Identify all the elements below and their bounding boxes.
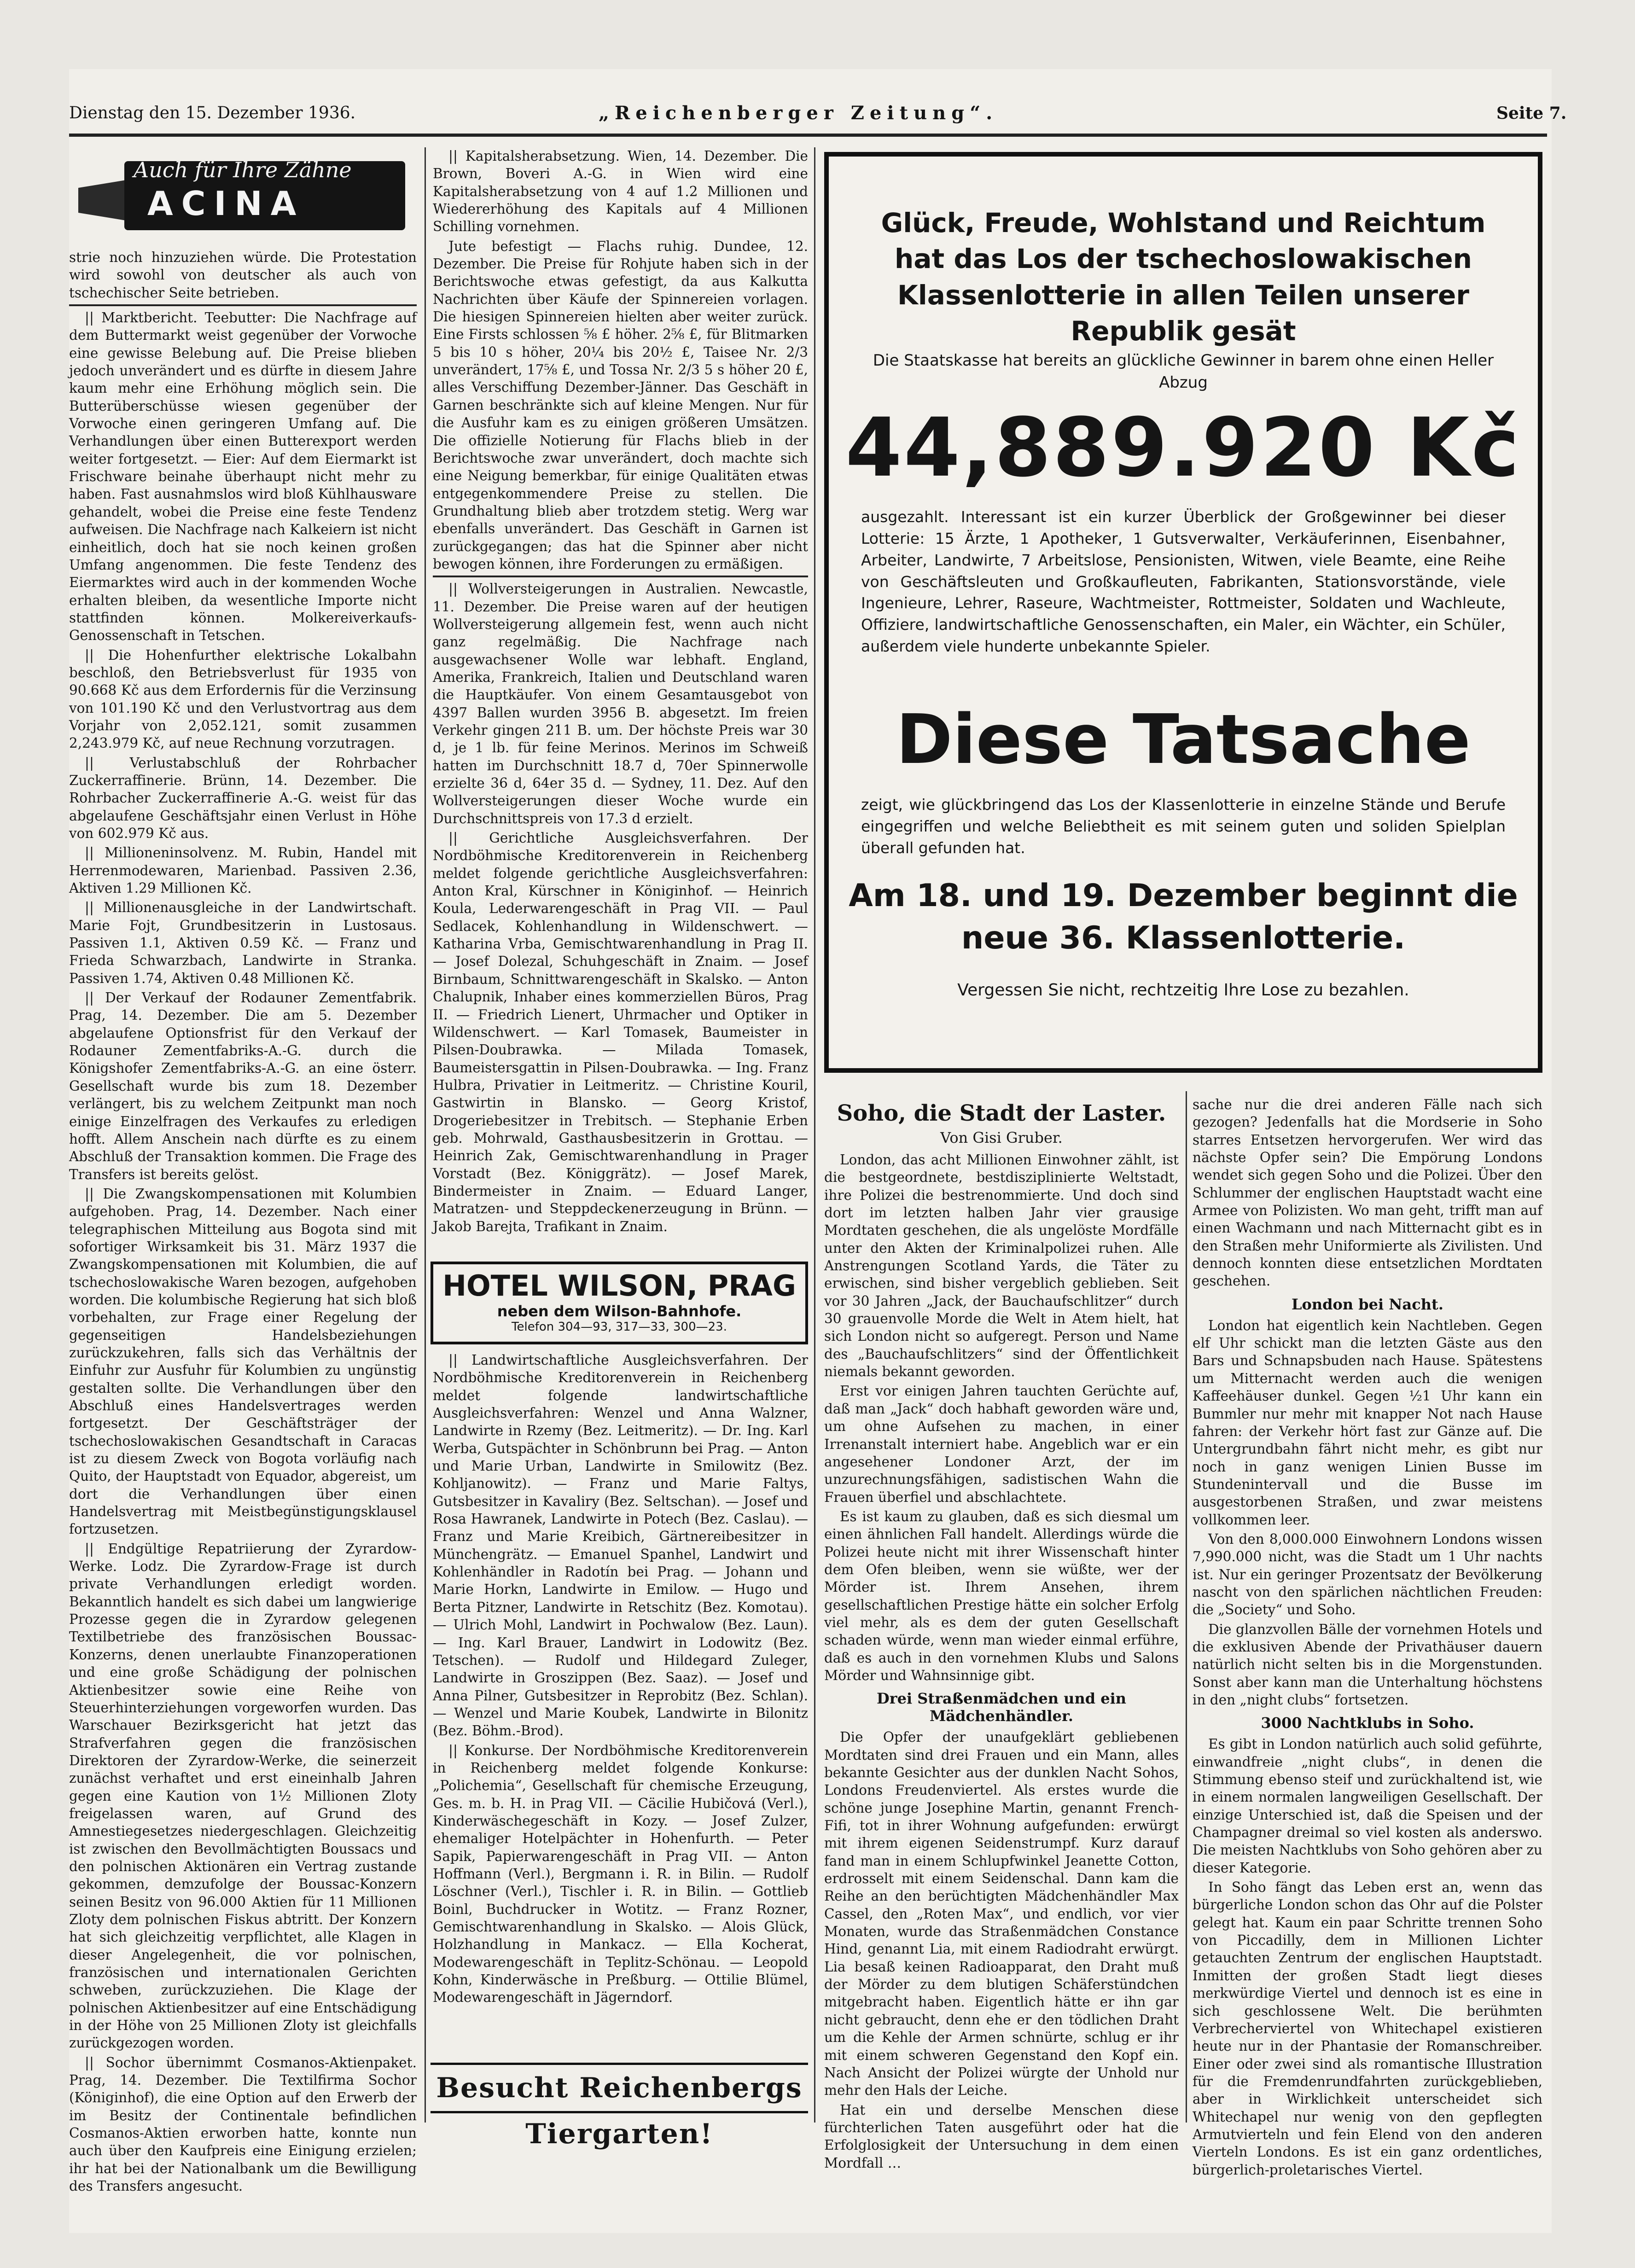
column-1 <box>69 249 417 2194</box>
lottery-subline: Die Staatskasse hat bereits an glückliche Gewinner in barem ohne einen Heller Abzug <box>873 351 1494 392</box>
article-paragraph: Die glanzvollen Bälle der vornehmen Hotels und die exklusiven Abende der Privathäuser dauern natürlich nicht selten bis in die Morgenstunden. Sonst aber kann man die Unterhaltung höchstens in den „night clubs“ fortsetzen. <box>1193 1621 1542 1708</box>
header-date: Dienstag den 15. Dezember 1936. <box>69 104 356 122</box>
article-paragraph: Hat ein und derselbe Menschen diese fürchterlichen Taten ausgeführt oder hat die Erfolglosigkeit der Untersuchung in dem einen Mordfall … <box>824 2102 1179 2171</box>
lottery-body: ausgezahlt. Interessant ist ein kurzer Überblick der Großgewinner bei dieser Lotterie: 15 Ärzte, 1 Apotheker, 1 Gutsverwalter, Verkäuferinnen, Eisenbahner, Arbeiter, Landwirte, 7 Arbeitslose, Pensionisten, Witwen, viele Beamte, eine Reihe von Geschäftsleuten und Großkaufleuten, Fabrikanten, Stationsvorstände, viele Ingenieure, Lehrer, Raseure, Wachtmeister, Rottmeister, Soldaten und Wachleute, Offiziere, landwirtschaftliche Genossenschaften, ein Maler, ein Wächter, ein Schüler, außerdem viele hunderte unbekannte Spieler. <box>861 508 1506 656</box>
soho-column-3 <box>824 1096 1179 2171</box>
article-paragraph: strie noch hinzuziehen würde. Die Protestation wird sowohl von deutscher als auch von tschechischer Seite betrieben. <box>69 250 417 301</box>
soho-subheading: London bei Nacht. <box>1292 1295 1443 1313</box>
article-paragraph: || Die Zwangskompensationen mit Kolumbien aufgehoben. Prag, 14. Dezember. Nach einer telegraphischen Mitteilung aus Bogota sind mit sofortiger Wirksamkeit bis 31. März 1937 die Zwangskompensationen mit Kolumbien, die auf tschechoslowakische Waren bezogen, aufgehoben worden. Die kolumbische Regierung hat sich bloß vorbehalten, zur Frage einer Regelung der gegenseitigen Handelsbeziehungen zurückzukehren, falls sich das Verhältnis der Einfuhr zur Ausfuhr für Kolumbien zu ungünstig gestalten sollte. Die Verhandlungen über den Abschluß eines Handelsvertrages werden fortgesetzt. Der Geschäftsträger der tschechoslowakischen Gesandtschaft in Caracas ist zu diesem Zweck von Bogota vorläufig nach Quito, der Hauptstadt von Equador, abgereist, um dort die Verhandlungen über einen Handelsvertrag mit Meistbegünstigungsklausel fortzusetzen. <box>69 1186 417 1537</box>
lottery-footer: Vergessen Sie nicht, rechtzeitig Ihre Lose zu bezahlen. <box>957 981 1409 1000</box>
article-paragraph: || Marktbericht. Teebutter: Die Nachfrage auf dem Buttermarkt weist gegenüber der Vorwoche eine gewisse Belebung auf. Die Preise blieben jedoch unverändert und es dürfte in diesem Jahre kaum mehr eine Erhöhung möglich sein. Die Butterüberschüsse wiesen gegenüber der Vorwoche einen geringeren Umfang auf. Die Verhandlungen über einen Butterexport werden weiter fortgesetzt. — Eier: Auf dem Eiermarkt ist Frischware beinahe überhaupt nicht mehr zu haben. Fast ausnahmslos wird bloß Kühlhausware gehandelt, wobei die Preise eine feste Tendenz aufweisen. Die Nachfrage nach Kalkeiern ist nicht einheitlich, doch hat sie noch keinen großen Umfang angenommen. Die feste Tendenz des Eiermarktes wird auch in der kommenden Woche erhalten bleiben, da wesentliche Importe nicht stattfinden können. Molkereiverkaufs-Genossenschaft in Tetschen. <box>69 310 417 644</box>
article-paragraph: London hat eigentlich kein Nachtleben. Gegen elf Uhr schickt man die letzten Gäste aus den Bars und Schnapsbuden nach Hause. Spätestens um Mitternacht werden auch die wenigen Kaffeehäuser dunkel. Gegen ½1 Uhr kann ein Bummler nur mehr mit knapper Not nach Hause fahren: der Verkehr hört fast zur Gänze auf. Die Untergrundbahn fährt nicht mehr, es gibt nur noch in ganz wenigen Linien Busse im Stundenintervall und die Busse im ausgestorbenen Straßen, und zwar meistens vollkommen leer. <box>1193 1317 1542 1528</box>
hotel-telephone: Telefon 304—93, 317—33, 300—23. <box>512 1320 727 1334</box>
lottery-headline: Glück, Freude, Wohlstand und Reichtum hat das Los der tschechoslowakischen Klassenlotterie in allen Teilen unserer Republik gesät <box>881 207 1486 347</box>
lottery-amount: 44,889.920 Kč <box>845 401 1521 495</box>
article-paragraph: Von den 8,000.000 Einwohnern Londons wissen 7,990.000 nicht, was die Stadt um 1 Uhr nachts ist. Nur ein geringer Prozentsatz der Bevölkerung nascht von den spärlichen nächtlichen Freuden: die „Society“ und Soho. <box>1193 1531 1542 1618</box>
article-paragraph: || Kapitalsherabsetzung. Wien, 14. Dezember. Die Brown, Boveri A.-G. in Wien wird eine Kapitalsherabsetzung von 4 auf 1.2 Millionen und Wiedererhöhung des Kapitals auf 4 Millionen Schilling vornehmen. <box>433 148 808 235</box>
article-paragraph: || Verlustabschluß der Rohrbacher Zuckerraffinerie. Brünn, 14. Dezember. Die Rohrbacher Zuckerraffinerie A.-G. weist für das abgelaufene Geschäftsjahr einen Verlust in Höhe von 602.979 Kč aus. <box>69 755 417 841</box>
article-divider <box>433 576 808 577</box>
lottery-big-headline: Diese Tatsache <box>896 700 1471 779</box>
lottery-advertisement <box>824 152 1542 1073</box>
article-paragraph: || Landwirtschaftliche Ausgleichsverfahren. Der Nordböhmische Kreditorenverein in Reichenberg meldet folgende landwirtschaftliche Ausgleichsverfahren: Wenzel und Anna Walzner, Landwirte in Rzemy (Bez. Leitmeritz). — Dr. Ing. Karl Werba, Gutspächter in Schönbrunn bei Prag. — Anton und Marie Urban, Landwirte in Smilowitz (Bez. Kohljanowitz). — Franz und Marie Faltys, Gutsbesitzer in Kavaliry (Bez. Seltschan). — Josef und Rosa Hawranek, Landwirte in Potech (Bez. Caslau). — Franz und Marie Kreibich, Gärtnereibesitzer in Münchengrätz. — Emanuel Spanhel, Landwirt und Kohlenhändler in Radotín bei Prag. — Johann und Marie Horkn, Landwirte in Emilow. — Hugo und Berta Pitzner, Landwirte in Retschitz (Bez. Komotau). — Ulrich Mohl, Landwirt in Pochwalow (Bez. Laun). — Ing. Karl Brauer, Landwirt in Lodowitz (Bez. Tetschen). — Rudolf und Hildegard Zuleger, Landwirte in Groszippen (Bez. Saaz). — Josef und Anna Pilner, Gutsbesitzer in Reprobitz (Bez. Schlan). — Wenzel und Marie Koubek, Landwirte in Bilonitz (Bez. Böhm.-Brod). <box>433 1352 808 1739</box>
article-paragraph: Die Opfer der unaufgeklärt gebliebenen Mordtaten sind drei Frauen und ein Mann, alles bekannte Gesichter aus der dunklen Nacht Sohos, Londons Freudenviertel. Als erstes wurde die schöne junge Josephine Martin, genannt French-Fifi, tot in ihrer Wohnung aufgefunden: erwürgt mit ihrem eigenen Seidenstrumpf. Kurz darauf fand man in einem Schlupfwinkel Jeanette Cotton, erdrosselt mit einem Seidenschal. Dann kam die Reihe an den berüchtigten Mädchenhändler Max Cassel, den „Roten Max“, und endlich, vor vier Monaten, wurde das Straßenmädchen Constance Hind, genannt Lia, mit einem Radiodraht erwürgt. Lia besaß keinen Radioapparat, den Draht muß der Mörder zu dem blutigen Schäferstündchen mitgebracht haben. Eigentlich hätte er ihn gar nicht gebraucht, denn ehe er den tödlichen Draht um die Kehle der Armen schnürte, schlug er ihr mit einem schweren Gegenstand den Kopf ein. Nach Ansicht der Polizei würgte der Unhold nur mehr den Hals der Leiche. <box>824 1729 1179 2099</box>
article-paragraph: || Der Verkauf der Rodauner Zementfabrik. Prag, 14. Dezember. Die am 5. Dezember abgelaufene Optionsfrist für den Verkauf der Rodauner Zementfabriks-A.-G. durch die Königshofer Zementfabriks-A.-G. an eine österr. Gesellschaft wurde bis zum 18. Dezember verlängert, bis zu welchem Zeitpunkt man noch einige Einzelfragen des Verkaufes zu erledigen hofft. Allem Anschein nach dürfte es zu einem Abschluß der Transaktion kommen. Die Frage des Transfers ist bereits gelöst. <box>69 990 417 1182</box>
article-paragraph: || Wollversteigerungen in Australien. Newcastle, 11. Dezember. Die Preise waren auf der heutigen Wollversteigerung allgemein fest, wenn auch nicht ganz regelmäßig. Die Nachfrage nach ausgewachsener Wolle war lebhaft. England, Amerika, Frankreich, Italien und Deutschland waren die Hauptkäufer. Von einem Gesamtausgebot von 4397 Ballen wurden 3956 B. abgesetzt. Im freien Verkehr gingen 211 B. um. Der höchste Preis war 30 d, je 1 lb. für feine Merinos. Merinos im Schweiß hatten im Durchschnitt 18.7 d, 70er Spinnerwolle erzielte 36 d, 64er 35 d. — Sydney, 11. Dez. Auf den Wollversteigerungen dieser Woche wurde ein Durchschnittspreis von 17.3 d erzielt. <box>433 581 808 826</box>
tiergarten-advertisement: Besucht Reichenbergs Tiergarten! <box>431 2063 808 2113</box>
article-paragraph: || Sochor übernimmt Cosmanos-Aktienpaket. Prag, 14. Dezember. Die Textilfirma Sochor (Königinhof), die eine Option auf den Erwerb der im Besitz der Continentale befindlichen Cosmanos-Aktien erworben hatte, konnte nun auch über den Kaufpreis eine Einigung erzielen; ihr hat bei der Nationalbank um die Bewilligung des Transfers angesucht. <box>69 2054 417 2194</box>
acina-tagline: Auch für Ihre Zähne <box>134 157 352 182</box>
column-2-bottom <box>433 1351 808 2056</box>
lottery-body-2: zeigt, wie glückbringend das Los der Klassenlotterie in einzelne Stände und Berufe eingegriffen und welche Beliebtheit es mit seinem guten und soliden Spielplan überall gefunden hat. <box>861 796 1506 857</box>
article-paragraph: Jute befestigt — Flachs ruhig. Dundee, 12. Dezember. Die Preise für Rohjute haben sich in der Berichtswoche etwas gefestigt, da aus Kalkutta Nachrichten über Käufe der Spinnereien vorlagen. Die hiesigen Spinnereien hielten aber weiter zurück. Eine Firsts schlossen ⅝ £ höher. 2⅝ £, für Blitmarken 5 bis 10 s höher, 20¼ bis 20½ £, Taisee Nr. 2/3 unverändert, 17⅝ £, und Tossa Nr. 2/3 5 s höher 20 £, alles Verschiffung Dezember-Jänner. Das Geschäft in Garnen beschränkte sich auf kleine Mengen. Nur für die Ausfuhr kam es zu einigen größeren Umsätzen. Die offizielle Notierung für Flachs blieb in der Berichtswoche zwar unverändert, doch machte sich eine Neigung bemerkbar, für einige Qualitäten etwas entgegenkommendere Preise zu stellen. Die Grundhaltung blieb aber trotzdem stetig. Werg war ebenfalls unverändert. Das Geschäft in Garnen ist zurückgegangen; das hat die Spinner aber nicht bewogen können, ihre Forderungen zu ermäßigen. <box>433 238 808 572</box>
hotel-name: HOTEL WILSON, PRAG <box>442 1269 796 1303</box>
lottery-date-line: Am 18. und 19. Dezember beginnt die neue 36. Klassenlotterie. <box>849 878 1518 956</box>
acina-advertisement <box>69 152 428 239</box>
article-paragraph: Es ist kaum zu glauben, daß es sich diesmal um einen ähnlichen Fall handelt. Allerdings würde die Polizei heute nicht mit ihrer Wissenschaft hinter dem Ofen bleiben, wenn sie wüßte, wer der Mörder ist. Ihrem Ansehen, ihrem gesellschaftlichen Prestige hätte ein solcher Erfolg viel mehr, als es dem der guten Gesellschaft schaden würde, wenn man wieder einmal erführe, daß es auch in den vornehmen Klubs und Salons Mörder und Wahnsinnige gibt. <box>824 1508 1179 1683</box>
article-paragraph: In Soho fängt das Leben erst an, wenn das bürgerliche London schon das Ohr auf die Polster gelegt hat. Kaum ein paar Schritte trennen Soho von Piccadilly, dem in Millionen Lichter getauchten Zentrum der englischen Hauptstadt. Inmitten der großen Stadt liegt dieses merkwürdige Viertel und dennoch ist es eine in sich geschlossene Welt. Die berühmten Verbrecherviertel von Whitechapel existieren heute nur in der Phantasie der Romanschreiber. Einer oder zwei sind als romantische Illustration für die Fremdenrundfahrten zurückgeblieben, aber in Wirklichkeit unterscheidet sich Whitechapel nur wenig von den gepflegten Armutvierteln und fein Elend von den anderen Vierteln Londons. Es ist ein ganz ordentliches, bürgerlich-proletarisches Viertel. <box>1193 1879 1542 2178</box>
article-paragraph: || Millioneninsolvenz. M. Rubin, Handel mit Herrenmodewaren, Marienbad. Passiven 2.36, Aktiven 1.29 Millionen Kč. <box>69 845 417 896</box>
article-paragraph: sache nur die drei anderen Fälle nach sich gezogen? Jedenfalls hat die Mordserie in Soho starres Entsetzen hervorgerufen. Wer wird das nächste Opfer sein? Die Empörung Londons wendet sich gegen Soho und die Polizei. Über den Schlummer der englischen Hauptstadt wacht eine Armee von Polizisten. Wo man geht, trifft man auf einen Wachmann und nach Mitternacht gibt es in den Straßen mehr Uniformierte als Zivilisten. Und dennoch konnten diese entsetzlichen Mordtaten geschehen. <box>1193 1097 1542 1289</box>
soho-article-title: Soho, die Stadt der Laster. <box>837 1100 1166 1126</box>
hotel-location: neben dem Wilson-Bahnhofe. <box>497 1303 742 1320</box>
header-page-number: Seite 7. <box>1496 104 1567 123</box>
column-rule <box>1186 1091 1187 2123</box>
article-paragraph: London, das acht Millionen Einwohner zählt, ist die bestgeordnete, bestdisziplinierte Weltstadt, ihre Polizei die bestrenommierte. Und doch sind dort im letzten halben Jahr vier grausige Mordtaten geschehen, die als ungelöste Mordfälle unter den Akten der Kriminalpolizei ruhen. Alle Anstrengungen Scotland Yards, die Täter zu erwischen, sind bisher vergeblich geblieben. Seit vor 30 Jahren „Jack, der Bauchaufschlitzer“ durch 30 grauenvolle Morde die Welt in Atem hielt, hat sich London nicht so aufgeregt. Person und Name des „Bauchaufschlitzers“ sind der Öffentlichkeit niemals bekannt geworden. <box>824 1152 1179 1380</box>
header-title: „Reichenberger Zeitung“. <box>599 102 998 124</box>
acina-brand: ACINA <box>147 184 305 223</box>
article-paragraph: || Millionenausgleiche in der Landwirtschaft. Marie Fojt, Grundbesitzerin in Lustosaus. Passiven 1.1, Aktiven 0.59 Kč. — Franz und Frieda Schwarzbach, Landwirte in Stranka. Passiven 1.74, Aktiven 0.48 Millionen Kč. <box>69 900 417 986</box>
column-rule <box>814 147 815 2123</box>
soho-subheading: 3000 Nachtklubs in Soho. <box>1261 1714 1474 1732</box>
article-paragraph: Es gibt in London natürlich auch solid geführte, einwandfreie „night clubs“, in denen die Stimmung ebenso steif und zurückhaltend ist, wie in einem normalen langweiligen Gesellschaft. Der einzige Unterschied ist, daß die Speisen und der Champagner dreimal so viel kosten als anderswo. Die meisten Nachtklubs von Soho gehören aber zu dieser Kategorie. <box>1193 1736 1542 1876</box>
column-2-top <box>433 147 808 1252</box>
soho-column-4 <box>1193 1096 1542 2178</box>
article-paragraph: || Gerichtliche Ausgleichsverfahren. Der Nordböhmische Kreditorenverein in Reichenberg meldet folgende gerichtliche Ausgleichsverfahren: Anton Kral, Kürschner in Königinhof. — Heinrich Koula, Lederwarengeschäft in Prag VII. — Paul Sedlacek, Kohlenhandlung in Wildenschwert. — Katharina Vrba, Gemischtwarenhandlung in Prag II. — Josef Dolezal, Schuhgeschäft in Znaim. — Josef Birnbaum, Schnittwarengeschäft in Skalsko. — Anton Chalupnik, Inhaber eines kommerziellen Büros, Prag II. — Friedrich Lienert, Uhrmacher und Optiker in Wildenschwert. — Karl Tomasek, Baumeister in Pilsen-Doubrawka. — Milada Tomasek, Baumeistersgattin in Pilsen-Doubrawka. — Ing. Franz Hulbra, Privatier in Leitmeritz. — Christine Kouril, Gastwirtin in Blansko. — Georg Kristof, Drogeriebesitzer in Trebitsch. — Stephanie Erben geb. Mohrwald, Gasthausbesitzerin in Grottau. — Heinrich Zak, Gemischtwarenhandlung in Prager Vorstadt (Bez. Königgrätz). — Josef Marek, Bindermeister in Znaim. — Eduard Langer, Matratzen- und Steppdeckenerzeugung in Brünn. — Jakob Barejta, Trafikant in Znaim. <box>433 830 808 1234</box>
hotel-wilson-advertisement <box>431 1262 808 1344</box>
article-divider <box>69 304 417 306</box>
soho-article-author: Von Gisi Gruber. <box>940 1129 1063 1146</box>
column-rule <box>425 147 426 2123</box>
article-paragraph: || Konkurse. Der Nordböhmische Kreditorenverein in Reichenberg meldet folgende Konkurse: „Polichemia“, Gesellschaft für chemische Erzeugung, Ges. m. b. H. in Prag VII. — Cäcilie Hubičová (Verl.), Kinderwäschegeschäft in Kozy. — Josef Zulzer, ehemaliger Hotelpächter in Hohenfurth. — Peter Sapik, Papierwarengeschäft in Prag VII. — Anton Hoffmann (Verl.), Bergmann i. R. in Bilin. — Rudolf Löschner (Verl.), Tischler i. R. in Bilin. — Gottlieb Boinl, Buchdrucker in Wotitz. — Franz Rozner, Gemischtwarenhandlung in Skalsko. — Alois Glück, Holzhandlung in Mankacz. — Ella Kocherat, Modewarengeschäft in Teplitz-Schönau. — Leopold Kohn, Kinderwäsche in Preßburg. — Ottilie Blümel, Modewarengeschäft in Jägerndorf. <box>433 1742 808 2006</box>
article-paragraph: || Die Hohenfurther elektrische Lokalbahn beschloß, den Betriebsverlust für 1935 von 90.668 Kč aus dem Erfordernis für die Verzinsung von 101.190 Kč und den Verlustvortrag aus dem Vorjahr von 2,052.121, somit zusammen 2,243.979 Kč, auf neue Rechnung vorzutragen. <box>69 647 417 751</box>
header-rule <box>69 134 1547 137</box>
article-paragraph: Erst vor einigen Jahren tauchten Gerüchte auf, daß man „Jack“ doch habhaft geworden wäre und, um ohne Aufsehen zu machen, in einer Irrenanstalt interniert habe. Angeblich war er ein angesehener Londoner Arzt, der im unzurechnungsfähigen, sadistischen Wahn die Frauen überfiel und abschlachtete. <box>824 1383 1179 1505</box>
toothpaste-tube-icon <box>78 180 129 221</box>
article-paragraph: || Endgültige Repatriierung der Zyrardow-Werke. Lodz. Die Zyrardow-Frage ist durch private Verhandlungen erledigt worden. Bekanntlich handelt es sich dabei um langwierige Prozesse gegen die in Zyrardow gelegenen Textilbetriebe des französischen Boussac-Konzerns, denen unerlaubte Finanzoperationen und eine große Schädigung der polnischen Aktienbesitzer sowie eine Reihe von Steuerhinterziehungen vorgeworfen wurden. Das Warschauer Bezirksgericht hat jetzt das Strafverfahren gegen die französischen Direktoren der Zyrardow-Werke, die seinerzeit zunächst verhaftet und erst eineinhalb Jahren gegen eine Kaution von 1½ Millionen Zloty freigelassen waren, auf Grund des Amnestiegesetzes niedergeschlagen. Gleichzeitig ist zwischen den Bevollmächtigten Boussacs und den polnischen Aktionären ein Vertrag zustande gekommen, demzufolge der Boussac-Konzern seinen Besitz von 96.000 Aktien für 11 Millionen Zloty dem polnischen Fiskus abtritt. Der Konzern hat sich gleichzeitig verpflichtet, alle Klagen in dieser Angelegenheit, die vor polnischen, französischen und internationalen Gerichten schweben, zurückzuziehen. Die Klage der polnischen Aktienbesitzer auf eine Entschädigung in der Höhe von 25 Millionen Zloty ist gleichfalls zurückgezogen worden. <box>69 1541 417 2051</box>
soho-subheading: Drei Straßenmädchen und ein Mädchenhändler. <box>877 1690 1126 1725</box>
